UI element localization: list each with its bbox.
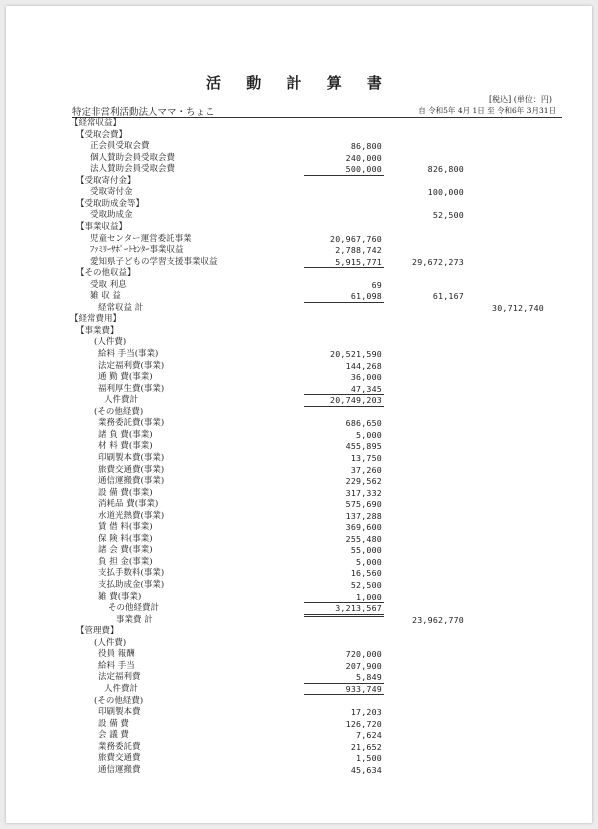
row-amount-c1: 20,521,590 (330, 349, 382, 359)
row-amount-c1: 1,000 (356, 591, 382, 602)
subtotal-rule (304, 267, 384, 268)
row-amount-c1: 720,000 (345, 649, 382, 660)
row-amount-c1: 207,900 (345, 660, 382, 671)
row-label: 人件費計 (104, 683, 139, 694)
row-label: 【受取寄付金】 (76, 175, 136, 186)
row-label: 消耗品 費(事業) (98, 499, 159, 510)
row-label: 水道光熱費(事業) (98, 510, 165, 521)
row-label: 旅費交通費 (98, 753, 141, 764)
row-amount-c1: 500,000 (345, 164, 382, 175)
row-amount-c1: 13,750 (350, 452, 382, 463)
row-amount-c1: 17,203 (350, 707, 382, 718)
row-label: (人件費) (94, 337, 127, 348)
row-label: 業務委託費(事業) (98, 418, 165, 429)
row-amount-c1: 317,332 (345, 487, 382, 498)
row-amount-c1: 55,000 (350, 545, 382, 556)
row-label: 【受取会費】 (76, 129, 128, 140)
row-amount-c1: 20,967,760 (330, 233, 382, 244)
row-amount-c1: 229,562 (345, 476, 382, 487)
row-amount-c1: 1,500 (356, 753, 382, 764)
row-amount-c1: 5,915,771 (335, 256, 382, 267)
row-label: 雑 収 益 (90, 291, 121, 302)
row-label: 経常収益 計 (98, 302, 144, 313)
row-label: 法定福利費(事業) (98, 360, 165, 371)
row-label: 諸 負 費(事業) (98, 429, 153, 440)
row-label: その他経費計 (108, 603, 160, 614)
row-amount-c2: 23,962,770 (412, 614, 464, 625)
row-label: 【事業収益】 (76, 221, 128, 232)
row-amount-c1: 137,288 (345, 510, 382, 521)
row-amount-c1: 126,720 (345, 718, 382, 729)
row-label: 愛知県子どもの学習支援事業収益 (90, 256, 218, 267)
row-amount-c1: 69 (371, 279, 382, 290)
row-amount-c2: 52,500 (432, 210, 464, 221)
row-amount-c2: 100,000 (427, 187, 464, 198)
row-label: 雑 費(事業) (98, 591, 142, 602)
document-page (6, 6, 592, 823)
row-label: 通信運搬費(事業) (98, 476, 165, 487)
row-label: 正会員受取会費 (90, 141, 150, 152)
row-label: 【経常費用】 (70, 314, 122, 325)
row-amount-c2: 826,800 (427, 164, 464, 175)
organization-name: 特定非営利活動法人ママ・ちょこ (72, 107, 215, 118)
row-label: 受取寄付金 (90, 187, 133, 198)
document-title: 活 動 計 算 書 (206, 74, 392, 92)
fiscal-period: 自 令和5年 4月 1日 至 令和6年 3月31日 (418, 106, 556, 115)
subtotal-rule (304, 614, 384, 617)
statement-body (6, 6, 592, 823)
row-amount-c1: 47,345 (350, 383, 382, 394)
row-label: 設 備 費(事業) (98, 487, 153, 498)
row-label: 人件費計 (104, 395, 139, 406)
row-label: 役員 報酬 (98, 649, 135, 660)
row-label: (人件費) (94, 637, 127, 648)
subtotal-rule (304, 175, 384, 176)
row-label: 会 議 費 (98, 730, 129, 741)
row-label: 【経常収益】 (70, 118, 122, 128)
row-label: 支払助成金(事業) (98, 580, 165, 590)
row-label: 福利厚生費(事業) (98, 383, 165, 394)
row-amount-c1: 933,749 (345, 683, 382, 694)
row-label: 受取助成金 (90, 210, 133, 221)
subtotal-rule (304, 406, 384, 407)
row-label: 諸 会 費(事業) (98, 545, 153, 556)
row-label: 給料 手当 (98, 660, 135, 671)
row-amount-c1: 2,788,742 (335, 245, 382, 256)
row-amount-c1: 5,000 (356, 556, 382, 567)
row-amount-c1: 240,000 (345, 152, 382, 163)
row-label: 印刷製本費 (98, 707, 141, 718)
row-amount-c3: 30,712,740 (492, 302, 544, 313)
row-label: 給料 手当(事業) (98, 349, 159, 359)
row-label: 賃 借 料(事業) (98, 522, 153, 533)
unit-label: [税込] (単位：円) (488, 95, 552, 104)
row-label: 旅費交通費(事業) (98, 464, 165, 475)
row-label: 【管理費】 (76, 626, 119, 637)
subtotal-rule (304, 694, 384, 695)
row-label: 通 勤 費(事業) (98, 372, 153, 383)
row-amount-c1: 61,098 (350, 291, 382, 302)
row-label: 保 険 料(事業) (98, 533, 153, 544)
row-amount-c1: 369,600 (345, 522, 382, 533)
subtotal-rule (304, 302, 384, 303)
row-label: 設 備 費 (98, 718, 129, 729)
row-label: 個人賛助会員受取会費 (90, 152, 176, 163)
row-amount-c2: 61,167 (432, 291, 464, 302)
row-amount-c1: 455,895 (345, 441, 382, 452)
row-amount-c1: 255,480 (345, 533, 382, 544)
row-amount-c1: 7,624 (356, 730, 382, 741)
row-amount-c1: 21,652 (350, 741, 382, 752)
row-amount-c1: 144,268 (345, 360, 382, 371)
row-amount-c1: 52,500 (350, 580, 382, 590)
row-label: 通信運搬費 (98, 764, 141, 775)
row-amount-c1: 3,213,567 (335, 603, 382, 614)
row-amount-c1: 45,634 (350, 764, 382, 775)
row-amount-c1: 37,260 (350, 464, 382, 475)
row-label: 【受取助成金等】 (76, 198, 145, 209)
row-label: 受取 利息 (90, 279, 127, 290)
row-amount-c1: 575,690 (345, 499, 382, 510)
row-label: 法人賛助会員受取会費 (90, 164, 176, 175)
row-amount-c1: 686,650 (345, 418, 382, 429)
row-label: 法定福利費 (98, 672, 141, 683)
row-label: 【その他収益】 (76, 268, 136, 279)
row-label: 【事業費】 (76, 325, 119, 336)
row-label: 事業費 計 (116, 614, 153, 625)
row-amount-c1: 5,000 (356, 429, 382, 440)
row-amount-c1: 20,749,203 (330, 395, 382, 406)
row-label: 負 担 金(事業) (98, 556, 153, 567)
row-label: ﾌｧﾐﾘｰｻﾎﾟｰﾄｾﾝﾀｰ事業収益 (90, 245, 184, 256)
row-label: 印刷製本費(事業) (98, 452, 165, 463)
row-label: 児童センター運営委託事業 (90, 233, 192, 244)
row-amount-c1: 36,000 (350, 372, 382, 383)
row-amount-c2: 29,672,273 (412, 256, 464, 267)
row-label: 材 料 費(事業) (98, 441, 153, 452)
row-label: (その他経費) (94, 406, 144, 417)
row-label: 業務委託費 (98, 741, 141, 752)
row-amount-c1: 5,849 (356, 672, 382, 683)
row-amount-c1: 86,800 (350, 141, 382, 152)
row-amount-c1: 16,560 (350, 568, 382, 579)
row-label: 支払手数料(事業) (98, 568, 165, 579)
row-label: (その他経費) (94, 695, 144, 706)
